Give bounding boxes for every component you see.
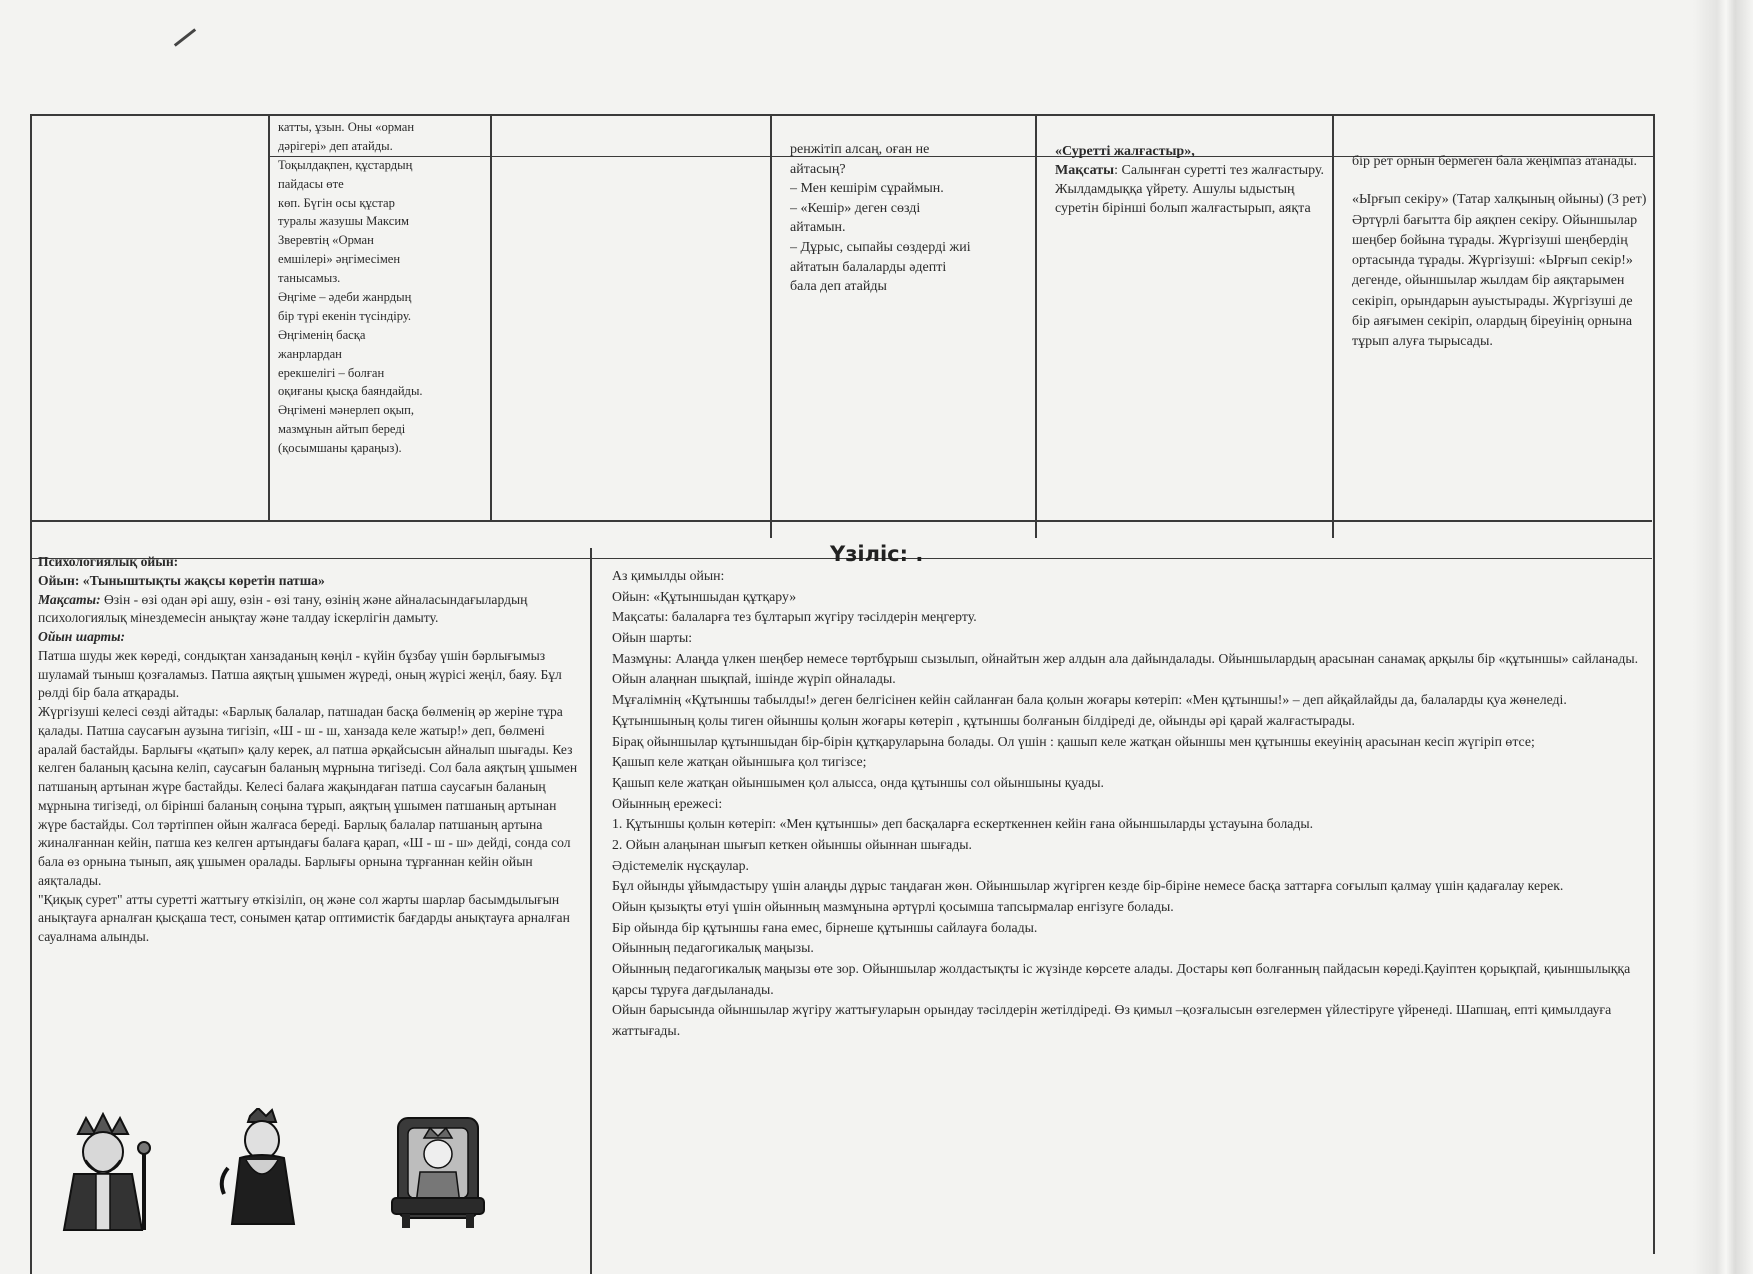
chase-game-line: Ойын барысында ойыншылар жүгіру жаттығуларын орындау тәсілдерін жетілдіреді. Өз қимыл –қозғалысын өзгелермен үйлестіруге үйренеді. Шапшаң, епті қимылдауға жаттығады. [612,1002,1612,1039]
chase-game-cell [612,566,1650,1186]
reading-line: жанрлардан [278,346,342,361]
dialog-line: ренжітіп алсаң, оған не [790,142,930,157]
col-divider-5 [1332,114,1334,538]
chase-game-line: Бір ойында бір құтыншы ғана емес, бірнеше құтыншы сайлауға болады. [612,919,1038,935]
table-border-top [30,114,1655,116]
dialog-line: айтатын балаларды әдепті [790,259,947,275]
chase-game-line: Әдістемелік нұсқаулар. [612,857,749,873]
chase-game-line: Қашып келе жатқан ойыншымен қол алысса, онда құтыншы сол ойыншыны қуады. [612,774,1104,790]
psych-paragraph-2: Жүргізуші келесі сөзді айтады: «Барлық балалар, патшадан басқа бөлменің әр жеріне тұра қалады. Патша саусағын аузына тигізіп, «Ш - ш - ш, ханзада келе жатыр!» деп, бөлмені аралай бастайды. Барлығы «қатып» қалу керек, ал патша әрқайсысын айналып шығады. Кез келген баланың қасына келіп, саусағын баланың мұрнына тигізеді. Сол бала аяқтың ұшымен патшаның артынан жүре бастайды. Келесі балаға жақындаған патша саусағын баланың мұрнына тигізеді, ол біріншi баланың соңына тұрып, аяқтың ұшымен патшаның артынан жүре бастайды. Сол тәртіппен ойын жалғаса береді. Барлық балалар патшаның артына жиналғаннан кейін, патша кез келген артындағы балаға қарап, «Ш - ш - ш» дейді, сонда сол бала өз орнына тынып, аяқ ұшымен оралады. Барлығы орнына тұрғаннан кейін ойын аяқталады. [38,704,578,888]
col-divider-3 [770,114,772,538]
reading-line: дәрігері» деп атайды. [278,138,393,153]
reading-line: бір түрі екенін түсіндіру. [278,308,412,323]
chase-game-line: Қашып келе жатқан ойыншыға қол тигізсе; [612,754,867,770]
top-cell-dialog [790,140,1030,520]
reading-line: пайдасы өте [278,176,344,191]
col-divider-4 [1035,114,1037,538]
reading-line: Тоқылдақпен, құстардың [278,157,413,172]
reading-line: (қосымшаны қараңыз). [278,441,402,456]
reading-line: көп. Бүгін осы құстар [278,195,395,210]
jump-game-text: Әртүрлі бағытта бір аяқпен секіру. Ойыншылар шеңбер бойына тұрады. Жүргізуші шеңбердің ортасында тұрады. Жүргізуші: «Ырғып секір!» дегенде, ойыншылар жылдам бір аяқтарымен секіріп, орындарын ауыстырады. Жүргізуші де бір аяғымен секіріп, олардың біреуінің орнына тұрып алуға тырысады. [1352,212,1638,350]
top-cell-reading [278,118,486,518]
psych-paragraph-3: "Қиқық сурет" атты суретті жаттығу өткізіліп, оң және сол жарты шарлар басымдылығын анықтауға арналған қысқаша тест, сонымен қатар оптимистік бағдарды анықтауға арналған сауалнама алынды. [38,891,570,944]
jump-game-intro: бір рет орнын бермеген бала жеңімпаз атанады. [1352,154,1637,169]
psych-goal-text: Өзін - өзі одан әрі ашу, өзін - өзі тану, өзінің және айналасындағылардың психологиялық мінездемесін анықтау және талдау іскерлігін дамыту. [38,591,528,626]
chase-game-line: Ойын шарты: [612,630,693,646]
reading-line: танысамыз. [278,271,341,286]
chase-game-line: Құтыншының қолы тиген ойыншы қолын жоғары көтеріп , құтыншы болғанын білдіреді де, ойынды әрі қарай жалғастырады. [612,712,1356,728]
king-figure-1 [48,1112,158,1236]
reading-line: Әңгіменің басқа [278,327,366,342]
reading-line: емшілері» әңгімесімен [278,252,401,267]
reading-line: ерекшелігі – болған [278,365,385,380]
chase-game-line: Ойынның педагогикалық маңызы өте зор. Ойыншылар жолдастықты іс жүзінде көрсете алады. Достары көп болғанның пайдасын көреді.Қауіптен қорықпай, қиыншылыққа қарсы тұруға дағдыланады. [612,961,1631,997]
reading-line: катты, ұзын. Оны «орман [278,120,415,134]
psychology-game-cell [38,553,586,1113]
draw-game-goal-text: : Салынған суретті тез жалғастыру. Жылдамдыққа үйрету. Ашулы ыдыстың суретін біріншi болып жалғастырып, аяқта [1055,162,1325,216]
psych-rules-label: Ойын шарты: [38,629,126,644]
col-divider-2 [490,114,492,522]
table-border-left [30,114,32,1274]
paper-edge [1693,0,1753,1274]
reading-line: туралы жазушы Максим [278,214,410,229]
king-figure-2 [210,1108,310,1228]
psych-game-name: Ойын: «Тыныштықты жақсы көретін патша» [38,572,325,588]
chase-game-line: 1. Құтыншы қолын көтеріп: «Мен құтыншы» деп басқаларға ескерткеннен кейін ғана ойыншыларды ұстауына болады. [612,816,1314,832]
draw-game-title: «Суретті жалғастыр», [1055,144,1195,159]
chase-game-line: Бірақ ойыншылар құтыншыдан бір-бірін құтқаруларына болады. Ол үшін : қашып келе жатқан ойыншы мен құтыншы екеуінің арасынан кесіп жүгіріп өтсе; [612,733,1535,749]
psych-goal-label: Мақсаты: [38,591,101,607]
chase-game-line: Ойынның педагогикалық маңызы. [612,940,814,956]
draw-game-goal [1055,162,1327,219]
chase-game-line: Ойын: «Құтыншыдан құтқару» [612,588,797,604]
chase-game-line: Бұл ойынды ұйымдастыру үшін алаңды дұрыс таңдаған жөн. Ойыншылар жүгірген кезде бір-біріне немесе басқа заттарға соғылып қалмау үшін қадағалау керек. [612,878,1564,894]
dialog-line: айтасың? [790,161,846,177]
psych-paragraph-1: Патша шуды жек көреді, сондықтан ханзаданың көңіл - күйін бұзбау үшін бәрлығымыз шуламай тыныш қозғаламыз. Патша аяқтың ұшымен жүреді, оның жүрісі жеңіл, баяу. Бұл рөлді бір бала атқарады. [38,647,562,701]
reading-line: мазмұнын айтып береді [278,422,406,437]
reading-line: Әңгіме – әдеби жанрдың [278,290,412,305]
col-divider-1 [268,114,270,522]
jump-game-title: «Ырғып секіру» (Татар халқының ойыны) (3 рет) [1352,192,1647,208]
top-cell-draw-game [1055,143,1327,523]
dialog-line: – Дұрыс, сыпайы сөздерді жиі [790,239,971,255]
chase-game-line: 2. Ойын алаңынан шығып кеткен ойыншы ойыннан шығады. [612,836,972,852]
dialog-line: – Мен кешірім сұраймын. [790,181,944,197]
king-on-throne-figure [388,1114,488,1230]
reading-line: оқиғаны қысқа баяндайды. [278,384,423,399]
chase-game-line: Мақсаты: балаларға тез бұлтарып жүгіру тәсілдерін меңгерту. [612,609,977,625]
dialog-line: бала деп атайды [790,279,887,295]
reading-line: Әңгімені мәнерлеп оқып, [278,403,414,418]
top-cell-jump-game [1352,152,1648,522]
pen-mark [174,28,196,46]
chase-game-line: Ойынның ережесі: [612,795,723,811]
chase-game-line: Аз қимылды ойын: [612,568,725,583]
dialog-line: – «Кешір» деген сөзді [790,200,921,216]
bottom-col-divider [590,548,592,1274]
chase-game-line: Мұғалімнің «Құтыншы табылды!» деген белгісінен кейін сайланған бала қолын жоғары көтеріп: «Мен құтыншы!» – деп айқайлайды да, балаларды қуа жөнеледі. [612,692,1567,708]
dialog-line: айтамын. [790,220,846,236]
chase-game-line: Ойын қызықты өтуі үшін ойынның мазмұнына әртүрлі қосымша тапсырмалар енгізуге болады. [612,899,1174,914]
pause-title: Үзіліс: . [830,542,924,566]
psych-goal [38,591,586,629]
draw-game-goal-label: Мақсаты [1055,162,1115,178]
reading-line: Зверевтің «Орман [278,233,374,248]
chase-game-line: Мазмұны: Алаңда үлкен шеңбер немесе төртбұрыш сызылып, ойнайтын жер алдын ала дайындалады. Ойыншылардың арасынан санамақ арқылы бір «құтыншы» сайланады. Ойын алаңнан шықпай, ішінде жүріп ойналады. [612,650,1639,687]
psych-heading: Психологиялық ойын: [38,554,179,569]
table-border-right [1653,114,1655,1254]
